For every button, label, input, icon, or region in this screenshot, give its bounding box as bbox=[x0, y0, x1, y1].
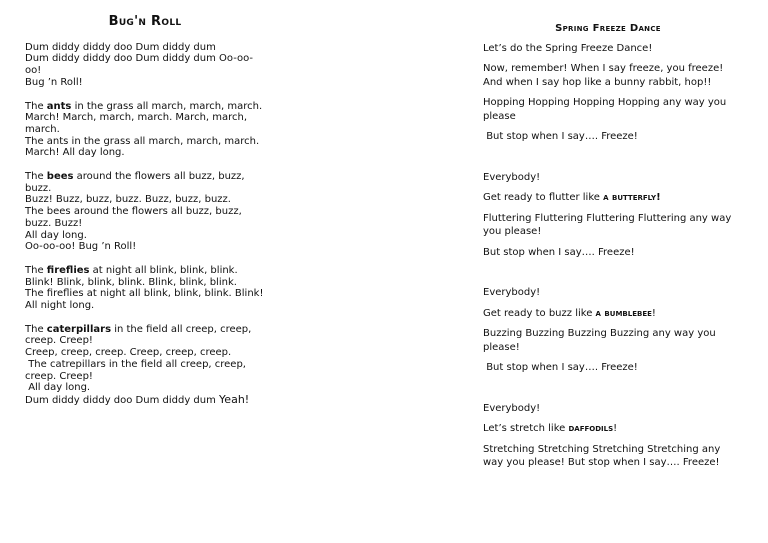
dance-line: Hopping Hopping Hopping Hopping any way you please bbox=[483, 97, 727, 122]
lyric-line bbox=[25, 324, 265, 347]
dance-creature: daffodils bbox=[568, 423, 614, 434]
dance-line: Buzzing Buzzing Buzzing Buzzing any way you please! bbox=[483, 328, 716, 353]
dance-line: Everybody! bbox=[483, 287, 541, 298]
dance-line: Everybody! bbox=[483, 171, 541, 183]
lyric-line: Creep, creep, creep. Creep, creep, creep. bbox=[25, 347, 232, 359]
bug-n-roll-song bbox=[25, 16, 265, 419]
dance-text: Get ready to buzz like bbox=[483, 307, 596, 319]
lyric-text: Dum diddy diddy doo Dum diddy dum bbox=[25, 394, 220, 406]
caterpillars-stanza bbox=[25, 324, 265, 407]
lyric-line: The fireflies at night all blink, blink, blink. Blink! bbox=[25, 288, 264, 300]
song-title: Bug'n Roll bbox=[108, 14, 182, 29]
lyric-line: All night long. bbox=[25, 300, 95, 312]
lyric-text: in the field all creep, creep, creep. Creep! bbox=[25, 323, 252, 347]
dance-text: ! bbox=[613, 423, 618, 434]
dance-title: Spring Freeze Dance bbox=[555, 23, 661, 34]
lyric-line: All day long. bbox=[25, 229, 87, 241]
lyric-line bbox=[25, 265, 265, 277]
dance-line: Fluttering Fluttering Fluttering Fluttering any way you please! bbox=[483, 212, 732, 237]
ants-stanza bbox=[25, 101, 265, 160]
lyric-line: Buzz! Buzz, buzz, buzz. Buzz, buzz, buzz. bbox=[25, 194, 231, 206]
lyric-line: The ants in the grass all march, march, march. bbox=[25, 135, 260, 147]
dance-paragraph bbox=[483, 62, 733, 89]
dance-line: Everybody! bbox=[483, 402, 541, 414]
lyric-line bbox=[25, 394, 265, 407]
bees-stanza bbox=[25, 171, 265, 253]
dance-line: But stop when I say…. Freeze! bbox=[483, 362, 638, 373]
lyric-text: The bbox=[25, 171, 47, 183]
spring-freeze-dance bbox=[483, 22, 733, 477]
lyric-line: Dum diddy diddy doo Dum diddy dum Oo-oo-oo! bbox=[25, 53, 254, 77]
spacer bbox=[483, 151, 733, 171]
lyric-text: The bbox=[25, 323, 47, 335]
dance-line: But stop when I say…. Freeze! bbox=[483, 246, 635, 258]
lyric-ending: Yeah! bbox=[219, 392, 250, 406]
bug-name: fireflies bbox=[46, 264, 90, 276]
lyric-line: March! March, march, march. March, march, march. bbox=[25, 112, 248, 135]
lyric-line: Dum diddy diddy doo Dum diddy dum bbox=[25, 41, 216, 53]
bug-name: caterpillars bbox=[46, 323, 112, 335]
lyric-text: The bbox=[25, 264, 47, 276]
dance-creature: a bumblebee bbox=[595, 307, 652, 319]
dance-line: Now, remember! When I say freeze, you freeze! bbox=[483, 63, 724, 74]
lyric-line: All day long. bbox=[25, 382, 91, 394]
bug-name: bees bbox=[46, 171, 74, 183]
dance-line: But stop when I say…. Freeze! bbox=[483, 131, 638, 142]
lyric-line: Oo-oo-oo! Bug ’n Roll! bbox=[25, 241, 137, 253]
lyric-line: Bug ’n Roll! bbox=[25, 76, 83, 88]
intro-stanza bbox=[25, 42, 265, 89]
lyric-line: March! All day long. bbox=[25, 147, 125, 159]
lyric-text: The bbox=[25, 100, 47, 112]
lyric-text: at night all blink, blink, blink. bbox=[89, 264, 238, 276]
dance-line bbox=[483, 422, 733, 436]
lyric-line bbox=[25, 101, 265, 113]
dance-text: ! bbox=[651, 307, 656, 319]
dance-line bbox=[483, 191, 733, 205]
dance-text: Let’s stretch like bbox=[483, 423, 569, 434]
dance-creature: a butterfly! bbox=[603, 192, 661, 203]
bug-name: ants bbox=[46, 100, 72, 112]
lyric-line: Blink! Blink, blink, blink. Blink, blink, blink. bbox=[25, 276, 237, 288]
dance-line: Let’s do the Spring Freeze Dance! bbox=[483, 42, 653, 54]
dance-line: And when I say hop like a bunny rabbit, hop!! bbox=[483, 76, 712, 88]
dance-line bbox=[483, 307, 733, 321]
lyric-line: The catrepillars in the field all creep, creep, creep. Creep! bbox=[25, 358, 250, 382]
spacer bbox=[483, 382, 733, 402]
spacer bbox=[483, 266, 733, 286]
lyric-line: The bees around the flowers all buzz, buzz, buzz. Buzz! bbox=[25, 206, 242, 229]
lyric-line bbox=[25, 171, 265, 194]
dance-text: Get ready to flutter like bbox=[483, 192, 604, 203]
fireflies-stanza bbox=[25, 265, 265, 312]
lyric-text: in the grass all march, march, march. bbox=[71, 100, 263, 112]
dance-line: Stretching Stretching Stretching Stretching any way you please! But stop when I say…. Freeze! bbox=[483, 443, 721, 468]
lyric-text: around the flowers all buzz, buzz, buzz. bbox=[25, 171, 245, 194]
